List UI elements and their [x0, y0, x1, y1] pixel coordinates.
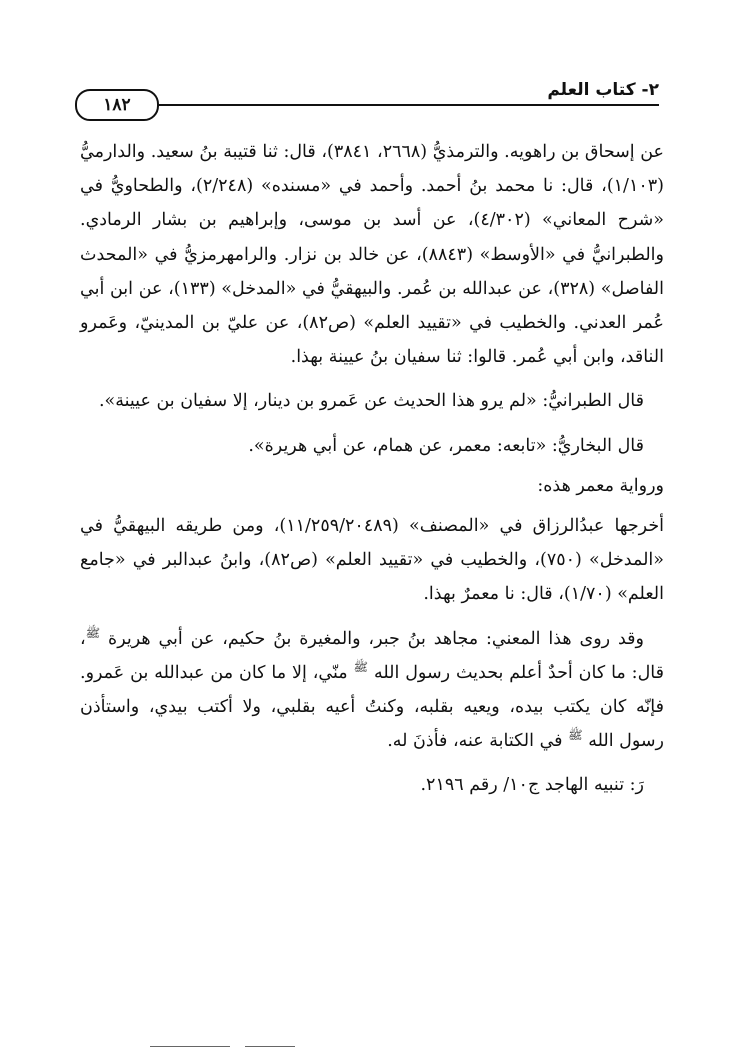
- paragraph-abu-hurayra: [80, 622, 664, 759]
- paragraph-abu-hurayra-part-3: منّي، إلا ما كان من عبدالله بن عَمرو. فإنّه كان يكتب بيده، ويعيه بقلبه، وكنتُ أعيه بقلبي، ولا أكتب بيدي، واستأذن رسول الله: [80, 662, 664, 752]
- paragraph-abdurrazzaq: أخرجها عبدُالرزاق في «المصنف» (١١/٢٥٩/٢٠٤٨٩)، ومن طريقه البيهقيُّ في «المدخل» (٧٥٠)، والخطيب في «تقييد العلم» (ص٨٢)، وابنُ عبدالبر في «جامع العلم» (١/٧٠)، قال: نا معمرٌ بهذا.: [80, 516, 665, 605]
- paragraph-abu-hurayra-part-1: وقد روى هذا المعني: مجاهد بنُ جبر، والمغيرة بنُ حكيم، عن أبي هريرة: [108, 628, 644, 649]
- paragraph-reference: رَ: تنبيه الهاجد ج١٠/ رقم ٢١٩٦.: [420, 775, 644, 796]
- footer-rule: [150, 1046, 450, 1049]
- page-body: [80, 135, 664, 803]
- paragraph-abu-hurayra-part-2: ، قال: ما كان أحدٌ أعلم بحديث رسول الله: [80, 628, 664, 683]
- paragraph-tabarani-quote: قال الطبرانيُّ: «لم يرو هذا الحديث عن عَمرو بن دينار، إلا سفيان بن عيينة».: [98, 391, 644, 412]
- footer-rule-segment: [150, 1046, 230, 1047]
- paragraph-bukhari-quote: قال البخاريُّ: «تابعه: معمر، عن همام، عن أبي هريرة».: [248, 435, 644, 456]
- page-number: ١٨٢: [75, 89, 159, 121]
- footer-rule-segment: [245, 1046, 295, 1047]
- paragraph-muammar-intro: ورواية معمر هذه:: [537, 475, 664, 496]
- paragraph-sources: عن إسحاق بن راهويه. والترمذيُّ (٢٦٦٨، ٣٨٤١)، قال: ثنا قتيبة بنُ سعيد. والدارميُّ (١/١٠٣)، قال: نا محمد بنُ أحمد. وأحمد في «مسنده» (٢/٢٤٨)، والطحاويُّ في «شرح المعاني» (٤/٣٠٢)، عن أسد بن موسى، وإبراهيم بن بشار الرمادي. والطبرانيُّ في «الأوسط» (٨٨٤٣)، عن خالد بن نزار. والرامهرمزيُّ في «المحدث الفاصل» (٣٢٨)، عن عبدالله بن عُمر. والبيهقيُّ في «المدخل» (١٣٣)، عن ابن أبي عُمر العدني. والخطيب في «تقييد العلم» (ص٨٢)، عن عليّ بن المدينيّ، وعَمرو الناقد، وابن أبي عُمر. قالوا: ثنا سفيان بنُ عيينة بهذا.: [80, 142, 664, 368]
- honorific-mark: ﷺ: [568, 728, 583, 743]
- honorific-mark: ﷺ: [85, 625, 101, 640]
- paragraph-abu-hurayra-part-4: في الكتابة عنه، فأذنَ له.: [387, 731, 563, 752]
- chapter-title: ٢- كتاب العلم: [547, 80, 659, 100]
- honorific-mark: ﷺ: [353, 660, 369, 675]
- header-rule: [85, 104, 659, 106]
- page-header: [85, 70, 659, 118]
